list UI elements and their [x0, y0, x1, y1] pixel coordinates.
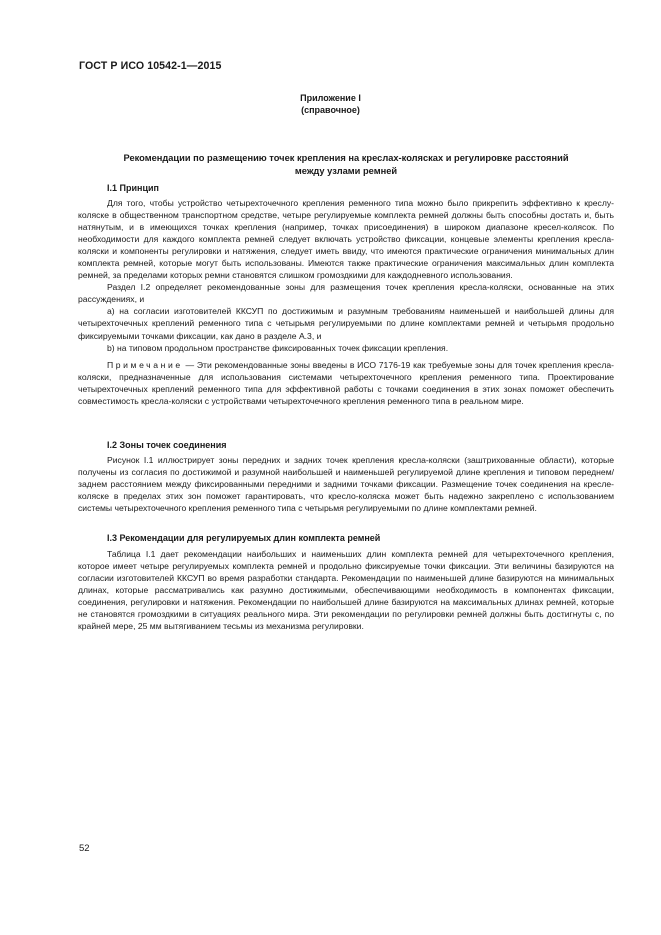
section-body-i1	[78, 197, 614, 407]
page-number: 52	[79, 843, 90, 854]
title-line-2: между узлами ремней	[294, 166, 398, 176]
section-body-i2	[78, 454, 614, 514]
paragraph: Раздел I.2 определяет рекомендованные зоны для размещения точек крепления кресла-коляски, основанные на этих рассуждениях, и	[78, 282, 614, 305]
note-label: Примечание	[107, 359, 183, 370]
annex-subtitle: (справочное)	[301, 105, 360, 115]
annex-title: Приложение I	[300, 93, 361, 103]
paragraph: Для того, чтобы устройство четырехточечного крепления ременного типа можно было прикрепить эффективно к креслу-коляске в общественном транспортном средстве, четыре регулируемые комплекта ремней должны быть способны достать и, быть натянутым, и в имеющихся точках крепления (например, точках присоединения) в широком диапазоне кресел-колясок. По необходимости для каждого комплекта ремней следует включать устройство фиксации, концевые элементы крепления кресла-коляски и компоненты регулировки и натяжения, следует иметь ввиду, что имеются практические ограничения минимальных длин комплекта ремней, которые могут быть использованы. Имеются также практические ограничения максимальных длин комплекта ремней, за пределами которых ремни становятся слишком громоздкими для каждодневного использования.	[78, 198, 614, 281]
list-item-b: b) на типовом продольном пространстве фиксированных точек фиксации крепления.	[107, 342, 449, 353]
document-header: ГОСТ Р ИСО 10542-1—2015	[79, 60, 222, 72]
section-heading-i3: I.3 Рекомендации для регулируемых длин комплекта ремней	[107, 533, 381, 543]
section-body-i3	[78, 548, 614, 632]
paragraph: Рисунок I.1 иллюстрирует зоны передних и задних точек крепления кресла-коляски (заштрихованные области), которые получены из согласия по достижимой и разумной наибольшей и наименьшей регулируемой длине крепления и типовом переднем/заднем расстоянием между фиксированными передними и задними точками фиксации. Размещение точек соединения на кресле-коляске в пределах этих зон поможет гарантировать, что кресло-коляска может быть надежно закреплено с использованием системы четырехточечного крепления ременного типа с четырьмя регулируемыми по длине комплектами ремней.	[78, 455, 614, 514]
list-item-a: a) на согласии изготовителей ККСУП по достижимым и разумным требованиям наименьшей и наибольшей длины для четырехточечных креплений ременного типа с четырьмя регулируемыми по длине комплектами ремней и четырьмя продольно фиксируемыми точками фиксации, как дано в разделе А.3, и	[78, 306, 614, 341]
note-text: — Эти рекомендованные зоны введены в ИСО 7176-19 как требуемые зоны для точек крепления кресла-коляски, предназначенные для использования системами четырехточечного крепления ременного типа. Проектирование четырехточечных креплений ременного типа для эффективной работы с точками соединения в этих зонах поможет обеспечить совместимость кресла-коляски с устройствами четырехточечного крепления ременного типа в реальном мире.	[78, 359, 614, 406]
section-heading-i2: I.2 Зоны точек соединения	[107, 440, 227, 450]
note-paragraph	[78, 359, 614, 407]
section-heading-i1: I.1 Принцип	[107, 183, 159, 193]
paragraph: Таблица I.1 дает рекомендации наибольших и наименьших длин комплекта ремней для четырехточечного крепления, которое имеет четыре регулируемых комплекта ремней и продольно фиксируемые точки фиксации. Эти величины базируются на согласии изготовителей ККСУП во время разработки стандарта. Рекомендации по наименьшей длине базируются на минимальных длинах, которые рассматривались как разумно достижимыми, обеспечивающими необходимость в компонентах фиксации, соединения, регулировки и натяжения. Рекомендации по наибольшей длине базируются на максимальных длинах ремней, которые не становятся громоздкими в ситуациях реального мира. Эти рекомендации по регулировки ремней должны быть достигнуты с, по крайней мере, 25 мм вытягиванием тесьмы из механизма регулировки.	[78, 549, 614, 632]
annex-main-title	[78, 152, 614, 178]
title-line-1: Рекомендации по размещению точек крепления на креслах-колясках и регулировке расстояний	[123, 153, 569, 163]
